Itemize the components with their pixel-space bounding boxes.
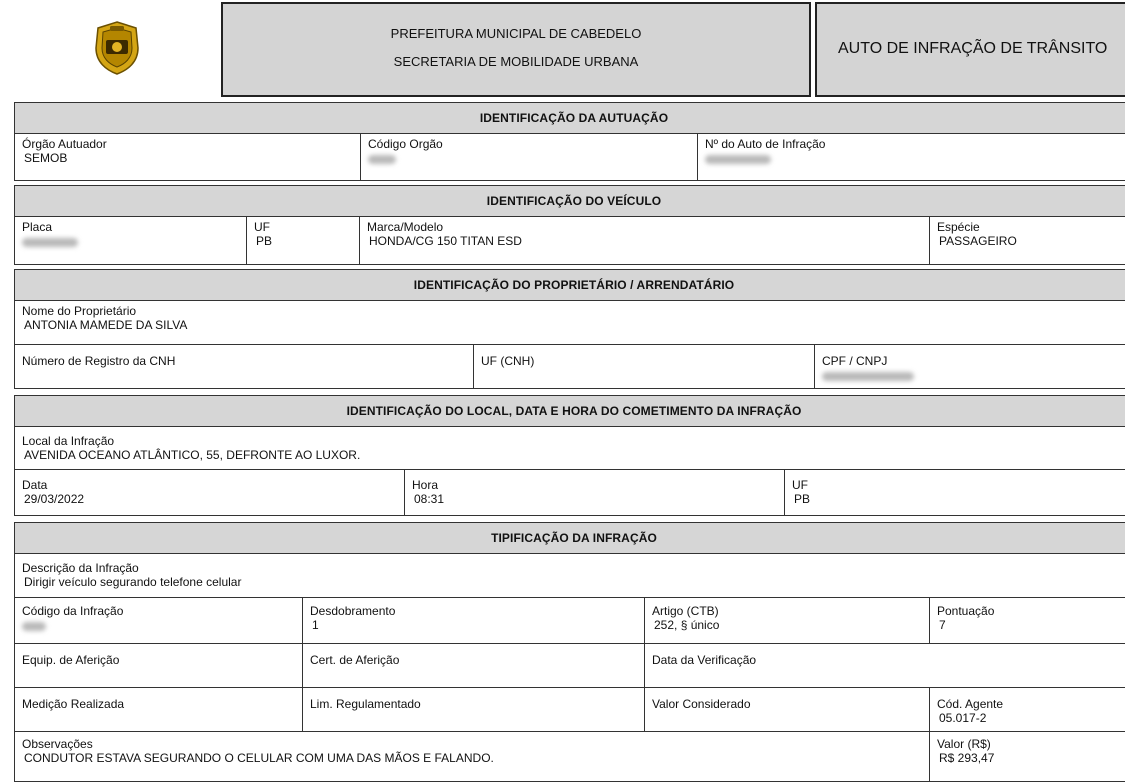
field-marca-modelo bbox=[359, 217, 929, 265]
field-label: Artigo (CTB) bbox=[652, 604, 719, 618]
field-valor bbox=[929, 732, 1125, 782]
field-equip-afericao bbox=[15, 644, 302, 687]
field-label: Código Orgão bbox=[368, 137, 443, 151]
section-title: IDENTIFICAÇÃO DA AUTUAÇÃO bbox=[15, 103, 1125, 134]
field-lim-regulamentado bbox=[302, 688, 644, 731]
redacted-value bbox=[22, 238, 78, 247]
field-label: Cód. Agente bbox=[937, 697, 1004, 711]
badge-shield-icon bbox=[90, 20, 144, 76]
field-descricao bbox=[15, 554, 1125, 597]
section-proprietario bbox=[14, 269, 1125, 389]
field-label: Valor (R$) bbox=[937, 737, 991, 751]
field-label: Órgão Autuador bbox=[22, 137, 107, 151]
field-value: R$ 293,47 bbox=[939, 751, 995, 765]
field-value: CONDUTOR ESTAVA SEGURANDO O CELULAR COM UMA DAS MÃOS E FALANDO. bbox=[24, 751, 494, 765]
field-nome-proprietario bbox=[15, 301, 1125, 344]
field-uf bbox=[246, 217, 359, 265]
municipality-header-box bbox=[221, 2, 811, 97]
field-label: Equip. de Aferição bbox=[22, 653, 120, 667]
field-value: 08:31 bbox=[414, 492, 445, 506]
field-label: Cert. de Aferição bbox=[310, 653, 400, 667]
field-label: Data bbox=[22, 478, 48, 492]
field-codigo-orgao bbox=[360, 134, 697, 181]
field-label: Número de Registro da CNH bbox=[22, 354, 176, 368]
field-numero-auto bbox=[697, 134, 1125, 181]
field-codigo-infracao bbox=[15, 598, 302, 643]
field-value: 7 bbox=[939, 618, 946, 632]
field-value: 1 bbox=[312, 618, 319, 632]
field-label: Espécie bbox=[937, 220, 980, 234]
redacted-value bbox=[822, 372, 914, 381]
field-uf-local bbox=[784, 470, 1125, 516]
field-value: 252, § único bbox=[654, 618, 720, 632]
field-especie bbox=[929, 217, 1125, 265]
field-hora bbox=[404, 470, 784, 516]
agency-logo bbox=[90, 20, 144, 76]
section-local bbox=[14, 395, 1125, 516]
field-value: AVENIDA OCEANO ATLÂNTICO, 55, DEFRONTE AO LUXOR. bbox=[24, 448, 361, 462]
redacted-value bbox=[705, 155, 771, 164]
field-value: SEMOB bbox=[24, 151, 68, 165]
field-label: UF bbox=[792, 478, 808, 492]
field-value: 05.017-2 bbox=[939, 711, 987, 725]
section-autuacao bbox=[14, 102, 1125, 181]
field-orgao bbox=[15, 134, 360, 181]
field-label: Data da Verificação bbox=[652, 653, 757, 667]
field-observacoes bbox=[15, 732, 929, 782]
section-title: IDENTIFICAÇÃO DO LOCAL, DATA E HORA DO COMETIMENTO DA INFRAÇÃO bbox=[15, 396, 1125, 427]
field-value: Dirigir veículo segurando telefone celular bbox=[24, 575, 242, 589]
field-label: Nome do Proprietário bbox=[22, 304, 137, 318]
field-label: Descrição da Infração bbox=[22, 561, 139, 575]
field-cpf-cnpj bbox=[814, 345, 1125, 389]
field-label: UF (CNH) bbox=[481, 354, 535, 368]
header-line1: PREFEITURA MUNICIPAL DE CABEDELO bbox=[390, 26, 642, 41]
field-label: Valor Considerado bbox=[652, 697, 751, 711]
field-value: PASSAGEIRO bbox=[939, 234, 1017, 248]
field-label: Pontuação bbox=[937, 604, 995, 618]
field-label: Local da Infração bbox=[22, 434, 115, 448]
field-value: 29/03/2022 bbox=[24, 492, 85, 506]
field-label: Desdobramento bbox=[310, 604, 396, 618]
header-line2: SECRETARIA DE MOBILIDADE URBANA bbox=[393, 54, 639, 69]
field-label: CPF / CNPJ bbox=[822, 354, 888, 368]
field-local-infracao bbox=[15, 427, 1125, 469]
section-title: IDENTIFICAÇÃO DO VEÍCULO bbox=[15, 186, 1125, 217]
field-cnh bbox=[15, 345, 473, 389]
field-label: Lim. Regulamentado bbox=[310, 697, 421, 711]
field-uf-cnh bbox=[473, 345, 814, 389]
field-label: Marca/Modelo bbox=[367, 220, 444, 234]
field-value: PB bbox=[794, 492, 811, 506]
field-label: UF bbox=[254, 220, 270, 234]
field-label: Observações bbox=[22, 737, 93, 751]
field-label: Nº do Auto de Infração bbox=[705, 137, 826, 151]
field-value: HONDA/CG 150 TITAN ESD bbox=[369, 234, 522, 248]
field-label: Medição Realizada bbox=[22, 697, 125, 711]
field-desdobramento bbox=[302, 598, 644, 643]
field-pontuacao bbox=[929, 598, 1125, 643]
field-placa bbox=[15, 217, 246, 265]
redacted-value bbox=[368, 155, 396, 164]
field-label: Hora bbox=[412, 478, 439, 492]
field-valor-considerado bbox=[644, 688, 929, 731]
field-label: Código da Infração bbox=[22, 604, 124, 618]
field-artigo bbox=[644, 598, 929, 643]
field-medicao bbox=[15, 688, 302, 731]
section-tipificacao bbox=[14, 522, 1125, 782]
field-data-verificacao bbox=[644, 644, 1125, 687]
document-title: AUTO DE INFRAÇÃO DE TRÂNSITO bbox=[838, 40, 1108, 57]
field-cert-afericao bbox=[302, 644, 644, 687]
section-title: IDENTIFICAÇÃO DO PROPRIETÁRIO / ARRENDATÁRIO bbox=[15, 270, 1125, 301]
section-veiculo bbox=[14, 185, 1125, 265]
document-title-box bbox=[815, 2, 1125, 97]
field-data bbox=[15, 470, 404, 516]
field-value: PB bbox=[256, 234, 273, 248]
section-title: TIPIFICAÇÃO DA INFRAÇÃO bbox=[15, 523, 1125, 554]
field-cod-agente bbox=[929, 688, 1125, 731]
field-value: ANTONIA MAMEDE DA SILVA bbox=[24, 318, 188, 332]
redacted-value bbox=[22, 622, 46, 631]
field-label: Placa bbox=[22, 220, 53, 234]
